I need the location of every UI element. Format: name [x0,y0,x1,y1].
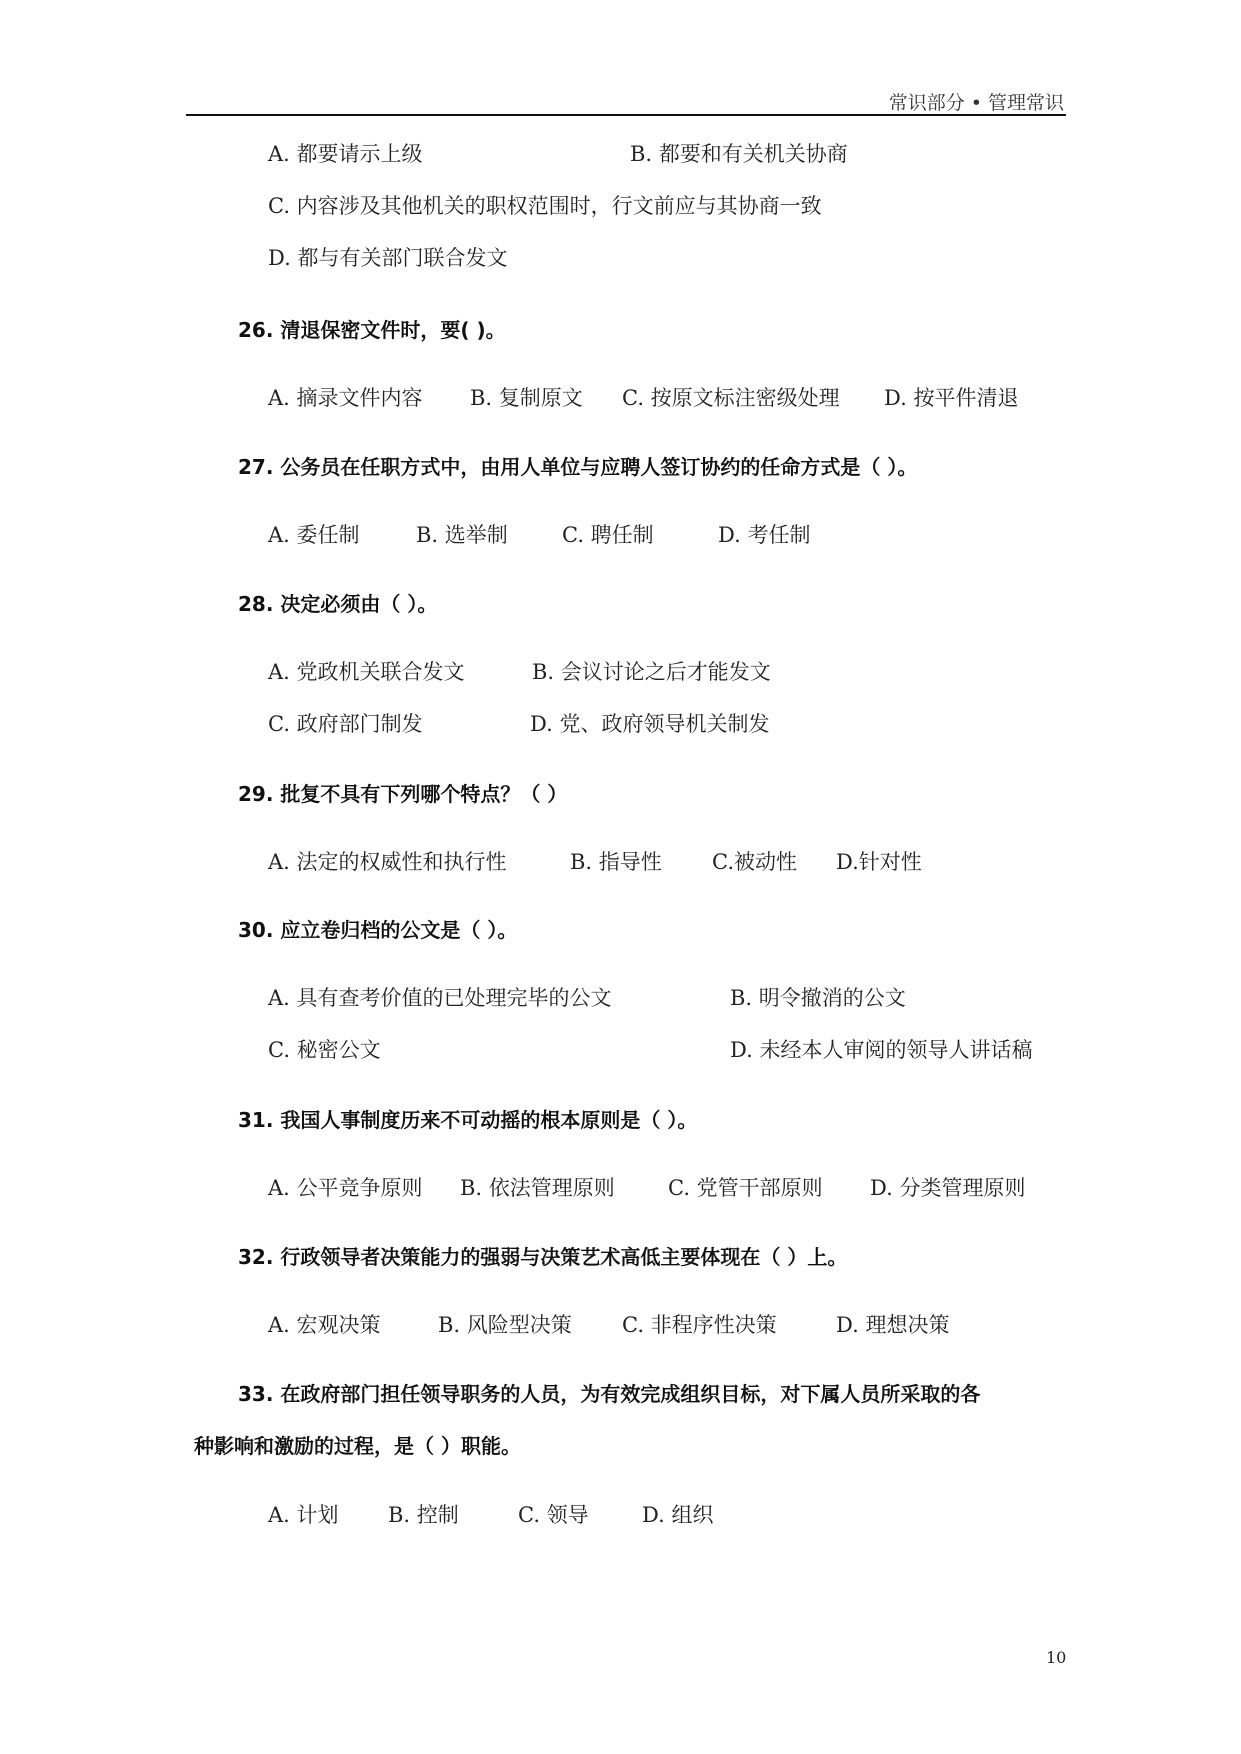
option-c: C. 内容涉及其他机关的职权范围时，行文前应与其协商一致 [268,194,822,218]
question-27-option-d: D. 考任制 [718,523,811,547]
question-28-option-a: A. 党政机关联合发文 [268,660,465,684]
question-26-option-b: B. 复制原文 [470,386,583,410]
option-b: B. 都要和有关机关协商 [630,142,848,166]
question-30-option-c: C. 秘密公文 [268,1038,381,1062]
question-29-option-a: A. 法定的权威性和执行性 [268,850,507,874]
question-32-option-b: B. 风险型决策 [438,1313,572,1337]
option-d: D. 都与有关部门联合发文 [268,246,508,270]
question-33-stem-continued: 种影响和激励的过程，是（ ）职能。 [194,1434,521,1458]
question-26-option-d: D. 按平件清退 [884,386,1019,410]
question-29-option-b: B. 指导性 [570,850,662,874]
question-32-option-c: C. 非程序性决策 [622,1313,777,1337]
question-31-option-c: C. 党管干部原则 [668,1176,823,1200]
question-27-option-a: A. 委任制 [268,523,360,547]
page-number: 10 [1046,1648,1067,1667]
question-27-option-b: B. 选举制 [416,523,508,547]
question-28-option-b: B. 会议讨论之后才能发文 [532,660,771,684]
question-28-option-c: C. 政府部门制发 [268,712,423,736]
question-33-option-a: A. 计划 [268,1503,339,1527]
question-30-option-a: A. 具有查考价值的已处理完毕的公文 [268,986,612,1010]
question-32-option-a: A. 宏观决策 [268,1313,381,1337]
question-29-option-c: C.被动性 [712,850,797,874]
question-30-option-d: D. 未经本人审阅的领导人讲话稿 [730,1038,1033,1062]
question-33-option-d: D. 组织 [642,1503,714,1527]
question-27-stem: 27. 公务员在任职方式中，由用人单位与应聘人签订协约的任命方式是（ ）。 [238,455,918,479]
question-26-stem: 26. 清退保密文件时，要( )。 [238,318,506,342]
page-header [186,88,1066,116]
question-28-stem: 28. 决定必须由（ ）。 [238,592,438,616]
question-27-option-c: C. 聘任制 [562,523,654,547]
question-29-stem: 29. 批复不具有下列哪个特点？（ ） [238,782,568,806]
question-31-option-b: B. 依法管理原则 [460,1176,615,1200]
question-26-option-a: A. 摘录文件内容 [268,386,423,410]
question-31-option-d: D. 分类管理原则 [870,1176,1026,1200]
question-33-option-b: B. 控制 [388,1503,459,1527]
question-32-option-d: D. 理想决策 [836,1313,950,1337]
question-26-option-c: C. 按原文标注密级处理 [622,386,840,410]
question-32-stem: 32. 行政领导者决策能力的强弱与决策艺术高低主要体现在（ ）上。 [238,1245,848,1269]
question-28-option-d: D. 党、政府领导机关制发 [530,712,770,736]
question-29-option-d: D.针对性 [836,850,922,874]
header-title: 常识部分 • 管理常识 [888,92,1064,114]
option-a: A. 都要请示上级 [268,142,423,166]
question-33-option-c: C. 领导 [518,1503,589,1527]
question-31-option-a: A. 公平竞争原则 [268,1176,423,1200]
question-31-stem: 31. 我国人事制度历来不可动摇的根本原则是（ ）。 [238,1108,698,1132]
question-33-stem: 33. 在政府部门担任领导职务的人员，为有效完成组织目标，对下属人员所采取的各 [238,1382,981,1406]
question-30-stem: 30. 应立卷归档的公文是（ ）。 [238,918,518,942]
question-30-option-b: B. 明令撤消的公文 [730,986,906,1010]
